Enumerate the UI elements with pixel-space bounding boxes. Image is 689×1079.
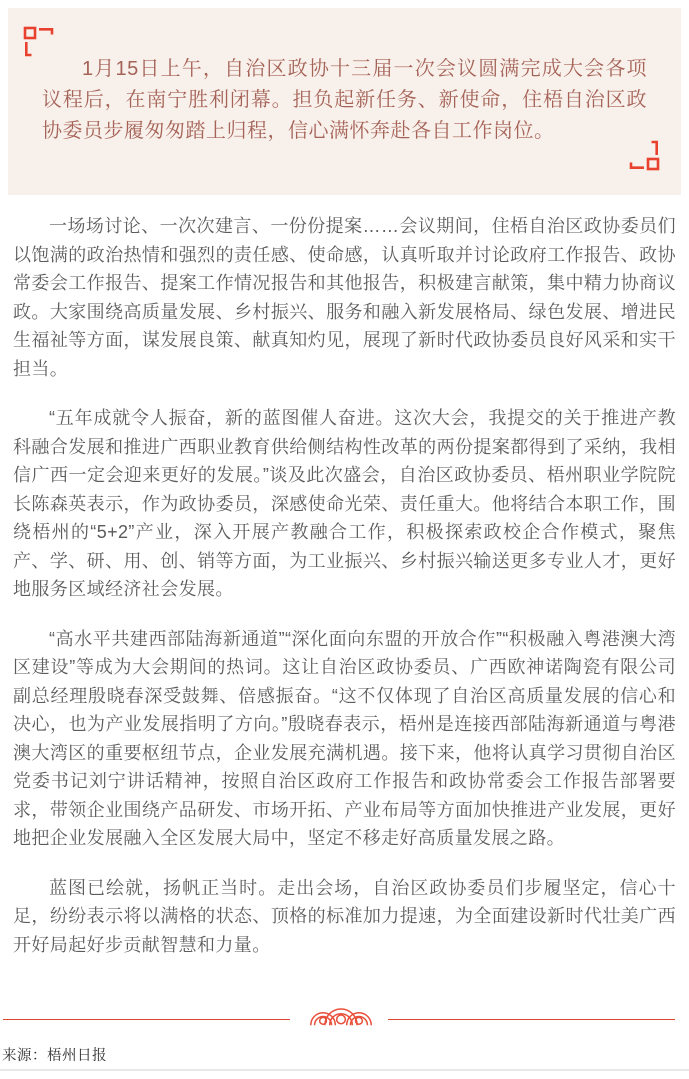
divider-line-left — [3, 1019, 290, 1020]
cloud-scallop-icon — [307, 990, 375, 1028]
paragraph-3: “高水平共建西部陆海新通道”“深化面向东盟的开放合作”“积极融入粤港澳大湾区建设”等成为大会期间的热词。这让自治区政协委员、广西欧神诺陶瓷有限公司副总经理殷晓春深受鼓舞、倍感振奋。“这不仅体现了自治区高质量发展的信心和决心，也为产业发展指明了方向。”殷晓春表示，梧州是连接西部陆海新通道与粤港澳大湾区的重要枢纽节点，企业发展充满机遇。接下来，他将认真学习贯彻自治区党委书记刘宁讲话精神，按照自治区政府工作报告和政协常委会工作报告部署要求，带领企业围绕产品研发、市场开拓、产业布局等方面加快推进产业发展，更好地把企业发展融入全区发展大局中，坚定不移走好高质量发展之路。 — [13, 628, 676, 848]
source-line: 来源：梧州日报 — [2, 1048, 107, 1064]
paragraph-4: 蓝图已绘就，扬帆正当时。走出会场，自治区政协委员们步履坚定，信心十足，纷纷表示将以满格的状态、顶格的标准加力提速，为全面建设新时代壮美广西开好局起好步贡献智慧和力量。 — [13, 877, 676, 955]
abstract-card — [8, 8, 681, 195]
end-divider — [0, 990, 689, 1028]
corner-bracket-top-left-icon — [23, 26, 55, 58]
article-body — [0, 212, 689, 959]
divider-line-right — [388, 1019, 675, 1020]
abstract-text: 1月15日上午，自治区政协十三届一次会议圆满完成大会各项议程后，在南宁胜利闭幕。担负起新任务、新使命，住梧自治区政协委员步履匆匆踏上归程，信心满怀奔赴各自工作岗位。 — [42, 58, 647, 142]
corner-bracket-bottom-right-icon — [628, 139, 660, 171]
bottom-divider — [0, 1069, 689, 1071]
paragraph-2: “五年成就令人振奋，新的蓝图催人奋进。这次大会，我提交的关于推进产教科融合发展和推进广西职业教育供给侧结构性改革的两份提案都得到了采纳，我相信广西一定会迎来更好的发展。”谈及此次盛会，自治区政协委员、梧州职业学院院长陈森英表示，作为政协委员，深感使命光荣、责任重大。他将结合本职工作，围绕梧州的“5+2”产业，深入开展产教融合工作，积极探索政校企合作模式，聚焦产、学、研、用、创、销等方面，为工业振兴、乡村振兴输送更多专业人才，更好地服务区域经济社会发展。 — [13, 408, 676, 599]
paragraph-1: 一场场讨论、一次次建言、一份份提案……会议期间，住梧自治区政协委员们以饱满的政治热情和强烈的责任感、使命感，认真听取并讨论政府工作报告、政协常委会工作报告、提案工作情况报告和其他报告，积极建言献策，集中精力协商议政。大家围绕高质量发展、乡村振兴、服务和融入新发展格局、绿色发展、增进民生福祉等方面，谋发展良策、献真知灼见，展现了新时代政协委员良好风采和实干担当。 — [13, 216, 676, 379]
article-page — [0, 8, 689, 1071]
